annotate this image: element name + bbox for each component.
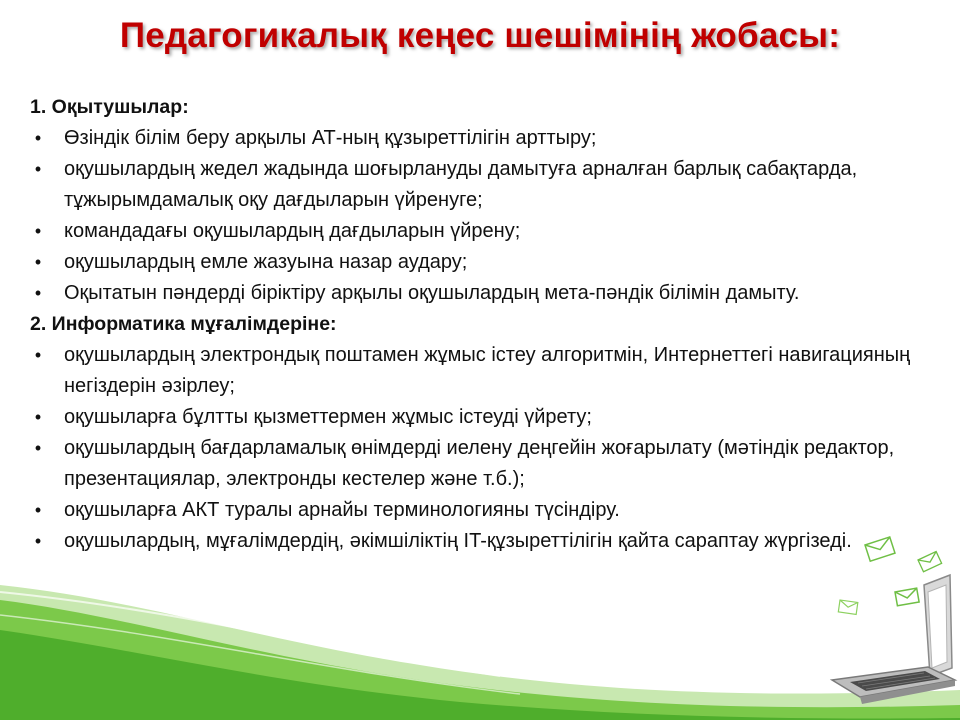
list-item-text: оқушылардың жедел жадында шоғырлануды дамытуға арналған барлық сабақтарда, тұжырымдамалық оқу дағдыларын үйренуге; (64, 158, 858, 211)
bullet-icon: • (34, 252, 42, 272)
bullet-icon: • (34, 500, 42, 520)
informatics-list (30, 340, 945, 557)
list-item-text: Өзіндік білім беру арқылы АТ-ның құзыреттілігін арттыру; (64, 127, 597, 149)
slide-title: Педагогикалық кеңес шешімінің жобасы: (119, 16, 841, 55)
list-item (30, 154, 945, 216)
list-item-text: командадағы оқушылардың дағдыларын үйрену; (64, 220, 521, 242)
list-item-text: оқушыларға бұлтты қызметтермен жұмыс істеуді үйрету; (64, 406, 592, 428)
teachers-list (30, 123, 945, 309)
list-item (30, 526, 945, 557)
list-item (30, 340, 945, 402)
section-heading-teachers: 1. Оқытушылар: (30, 96, 189, 118)
list-item (30, 247, 945, 278)
slide-content (30, 92, 945, 557)
bullet-icon: • (34, 283, 42, 303)
section-heading-informatics: 2. Информатика мұғалімдеріне: (30, 313, 337, 335)
list-item (30, 402, 945, 433)
envelope-icon (838, 600, 857, 614)
list-item-text: оқушылардың, мұғалімдердің, әкімшіліктің IT-құзыреттілігін қайта сараптау жүргізеді. (64, 530, 852, 552)
bullet-icon: • (34, 407, 42, 427)
bullet-icon: • (34, 345, 42, 365)
bullet-icon: • (34, 159, 42, 179)
list-item (30, 123, 945, 154)
list-item-text: Оқытатын пәндерді біріктіру арқылы оқушылардың мета-пәндік білімін дамыту. (64, 282, 800, 304)
list-item (30, 495, 945, 526)
list-item (30, 433, 945, 495)
bullet-icon: • (34, 128, 42, 148)
list-item-text: оқушылардың емле жазуына назар аудару; (64, 251, 468, 273)
list-item (30, 216, 945, 247)
bullet-icon: • (34, 531, 42, 551)
bullet-icon: • (34, 438, 42, 458)
list-item (30, 278, 945, 309)
list-item-text: оқушылардың бағдарламалық өнімдерді иелену деңгейін жоғарылату (мәтіндік редактор, презентациялар, электронды кестелер және т.б.); (64, 437, 895, 490)
envelope-icon (895, 588, 919, 606)
list-item-text: оқушыларға АКТ туралы арнайы терминологияны түсіндіру. (64, 499, 620, 521)
laptop-icon (832, 575, 955, 704)
list-item-text: оқушылардың электрондық поштамен жұмыс істеу алгоритмін, Интернеттегі навигацияның негіздерін әзірлеу; (64, 344, 911, 397)
bullet-icon: • (34, 221, 42, 241)
